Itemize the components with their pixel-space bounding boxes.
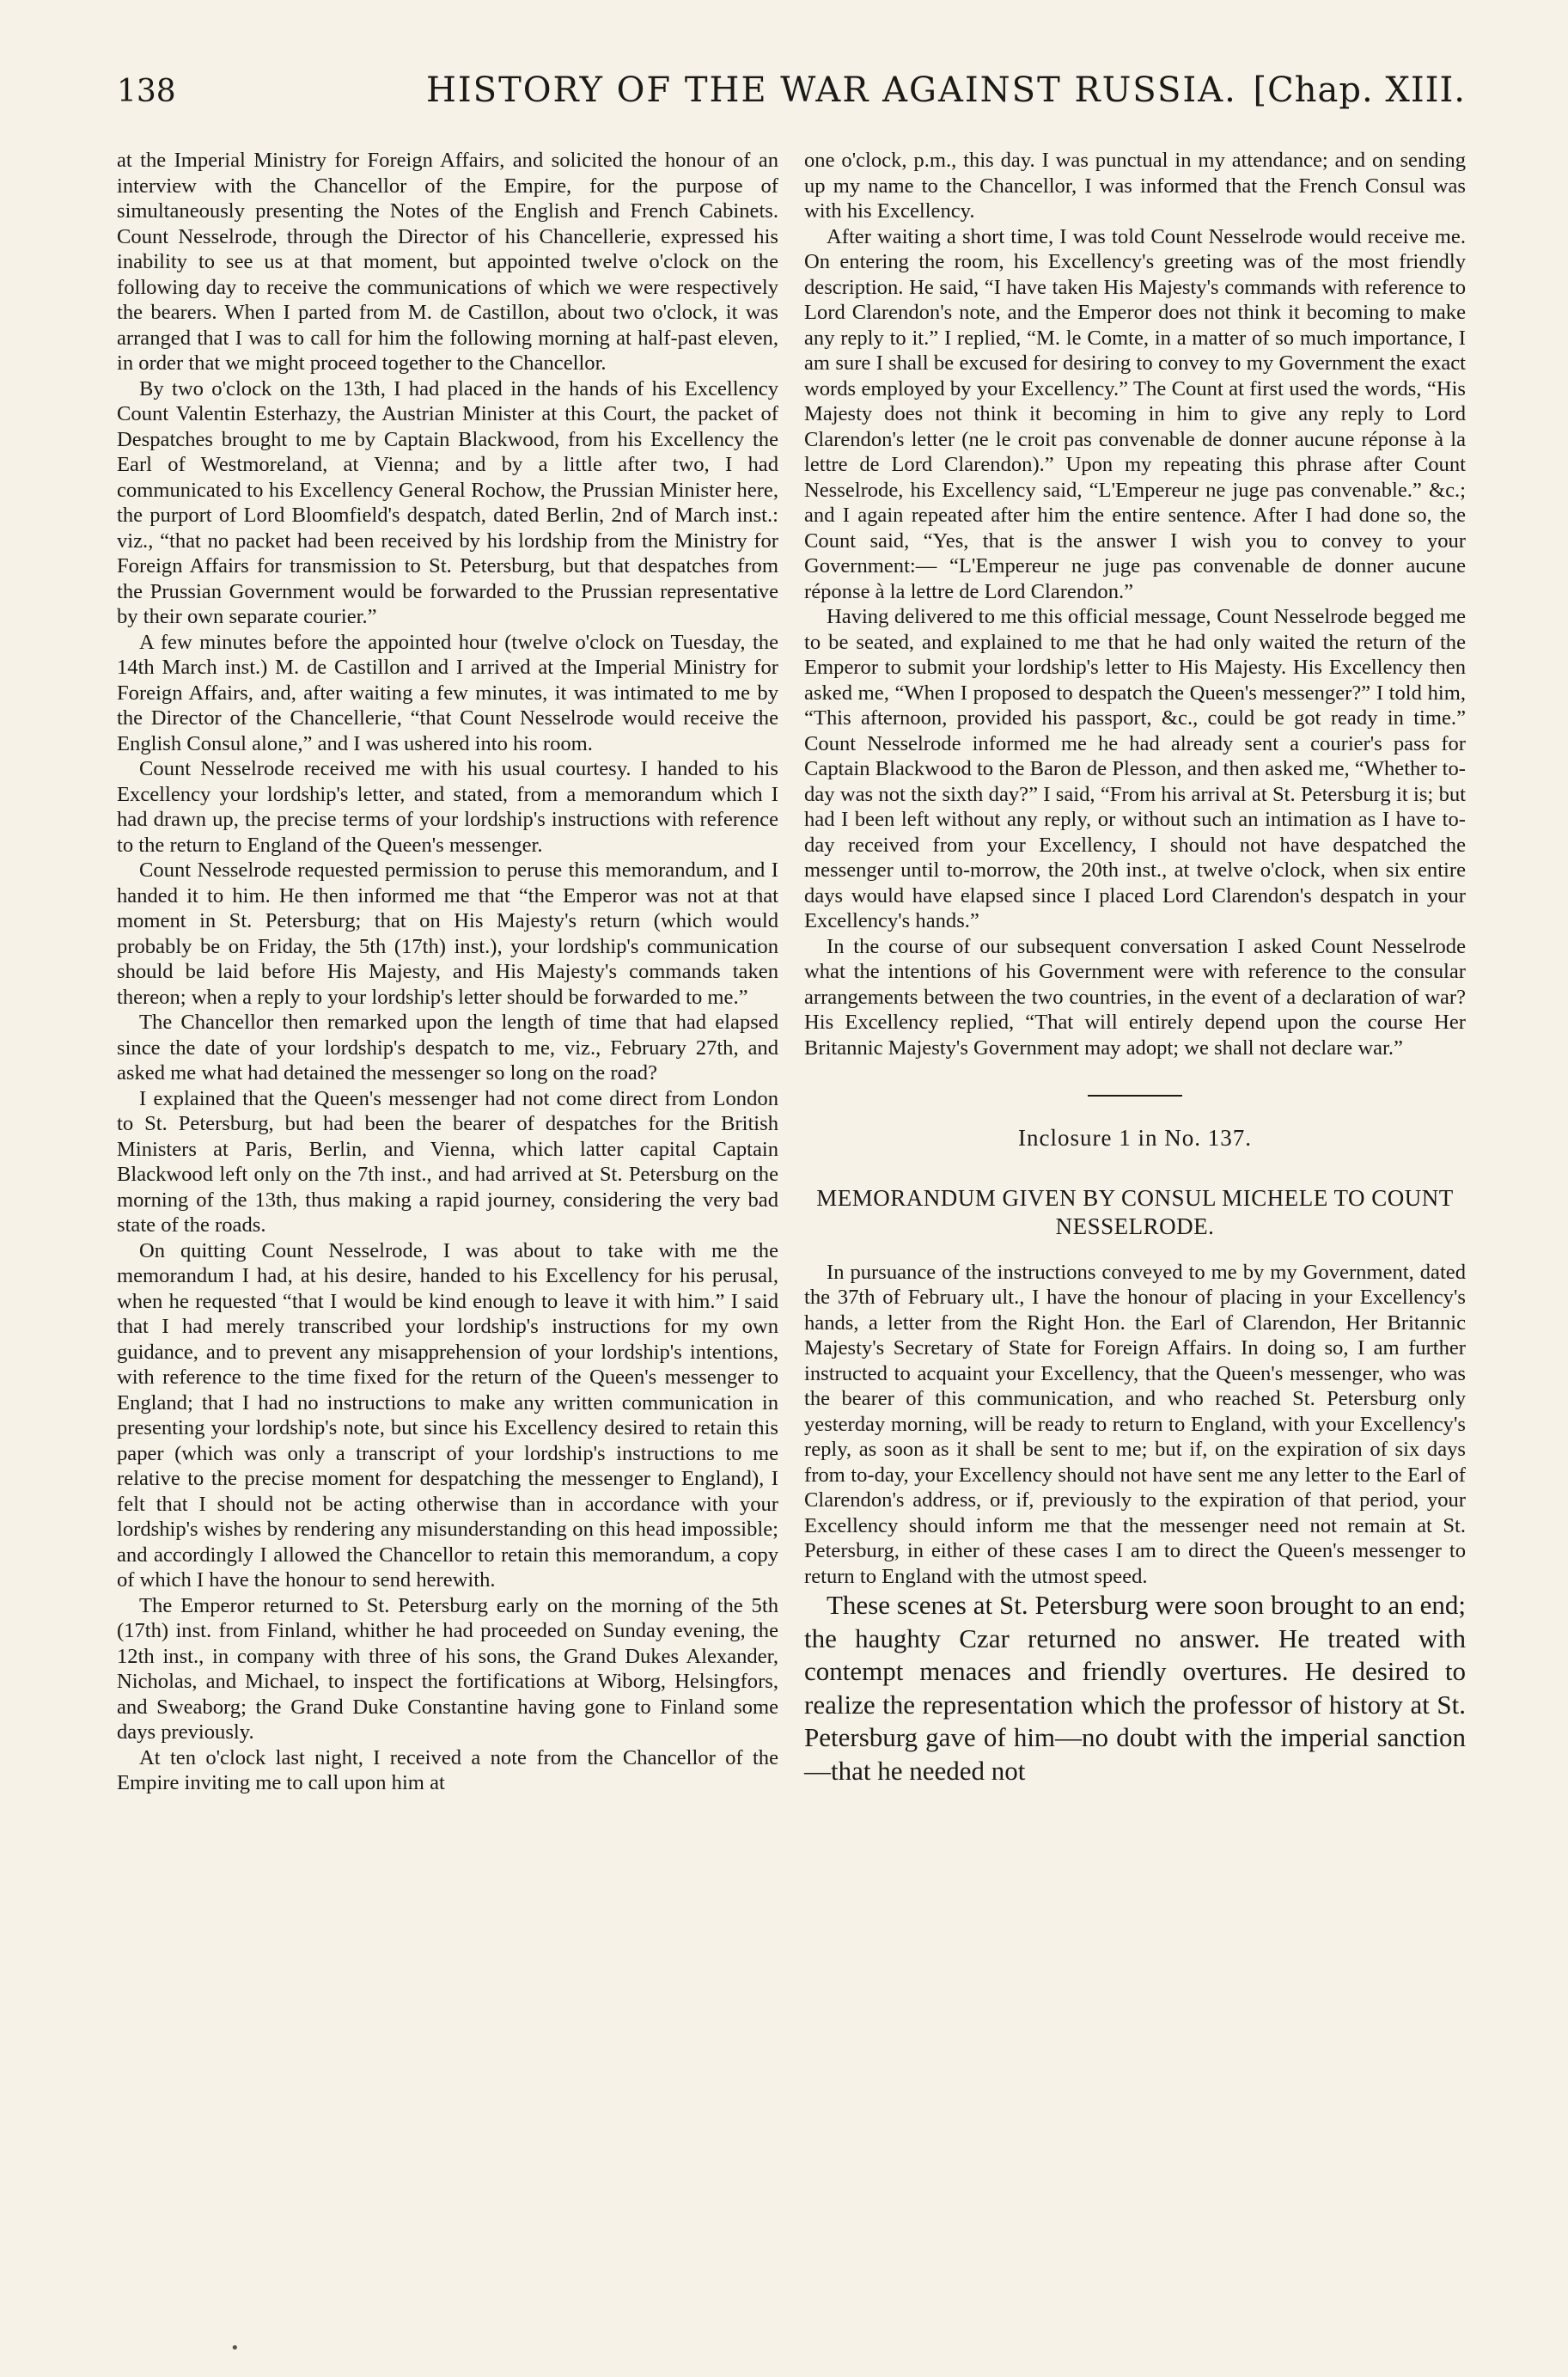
memo-title: MEMORANDUM GIVEN BY CONSUL MICHELE TO COUNT NESSELRODE. (816, 1184, 1454, 1239)
paragraph: On quitting Count Nesselrode, I was about to take with me the memorandum I had, at his desire, handed to his Excellency for his perusal, when he requested “that I would be kind enough to leave it with him.” I said that I had merely transcribed your lordship's instructions for my own guidance, and to prevent any misapprehension of your lordship's intentions, with reference to the time fixed for the return of the Queen's messenger to England; that I had no instructions to make any written communication in presenting your lordship's note, but since his Excellency desired to retain this paper (which was only a transcript of your lordship's instructions to me relative to the precise moment for despatching the messenger to England), I felt that I should not be acting otherwise than in accordance with your lordship's wishes by rendering any misunderstanding on this head impossible; and accordingly I allowed the Chancellor to retain this memorandum, a copy of which I have the honour to send herewith. (117, 1238, 778, 1592)
paragraph: The Chancellor then remarked upon the length of time that had elapsed since the date of your lordship's despatch to me, viz., February 27th, and asked me what had detained the messenger so long on the road? (117, 1011, 778, 1085)
paragraph: A few minutes before the appointed hour (twelve o'clock on Tuesday, the 14th March inst.) M. de Castillon and I arrived at the Imperial Ministry for Foreign Affairs, and, after waiting a few minutes, it was intimated to me by the Director of the Chancellerie, “that Count Nesselrode would receive the English Consul alone,” and I was ushered into his room. (117, 630, 778, 755)
paragraph: Count Nesselrode received me with his usual courtesy. I handed to his Excellency your lordship's letter, and stated, from a memorandum which I had drawn up, the precise terms of your lordship's instructions with reference to the return to England of the Queen's messenger. (117, 757, 778, 857)
footer-mark: • (230, 2339, 240, 2357)
running-title: HISTORY OF THE WAR AGAINST RUSSIA. (426, 70, 1237, 110)
page-header (117, 70, 1466, 125)
paragraph: By two o'clock on the 13th, I had placed in the hands of his Excellency Count Valentin Esterhazy, the Austrian Minister at this Court, the packet of Despatches brought to me by Captain Blackwood, from his Excellency the Earl of Westmoreland, at Vienna; and by a little after two, I had communicated to his Excellency General Rochow, the Prussian Minister here, the purport of Lord Bloomfield's despatch, dated Berlin, 2nd of March inst.: viz., “that no packet had been received by his lordship from the Ministry for Foreign Affairs for transmission to St. Petersburg, but that despatches from the Prussian Government would be forwarded to the Prussian representative by their own separate courier.” (117, 376, 778, 628)
section-divider (1088, 1095, 1182, 1097)
paragraph: After waiting a short time, I was told Count Nesselrode would receive me. On entering the room, his Excellency's greeting was of the most friendly description. He said, “I have taken His Majesty's commands with reference to Lord Clarendon's note, and the Emperor does not think it becoming to make any reply to it.” I replied, “M. le Comte, in a matter of so much importance, I am sure I shall be excused for desiring to convey to my Government the exact words employed by your Excellency.” The Count at first used the words, “His Majesty does not think it becoming in him to give any reply to Lord Clarendon's letter (ne le croit pas convenable de donner aucune réponse à la lettre de Lord Clarendon).” Upon my repeating this phrase after Count Nesselrode, his Excellency said, “L'Empereur ne juge pas convenable.” &c.; and I again repeated after him the entire sentence. After I had done so, the Count said, “Yes, that is the answer I wish you to convey to your Government:— “L'Empereur ne juge pas convenable de donner aucune réponse à la lettre de Lord Clarendon.” (804, 224, 1466, 603)
paragraph: The Emperor returned to St. Petersburg early on the morning of the 5th (17th) inst. from Finland, whither he had proceeded on Sunday evening, the 12th inst., in company with three of his sons, the Grand Dukes Alexander, Nicholas, and Michael, to inspect the fortifications at Wiborg, Helsingfors, and Sweaborg; the Grand Duke Constantine having gone to Finland some days previously. (117, 1593, 778, 1744)
paragraph: Having delivered to me this official message, Count Nesselrode begged me to be seated, and explained to me that he had only waited the return of the Emperor to submit your lordship's letter to His Majesty. His Excellency then asked me, “When I proposed to despatch the Queen's messenger?” I told him, “This afternoon, provided his passport, &c., could be got ready in time.” Count Nesselrode informed me he had already sent a courier's pass for Captain Blackwood to the Baron de Plesson, and then asked me, “Whether to-day was not the sixth day?” I said, “From his arrival at St. Petersburg it is; but had I been left without any reply, or without such an intimation as I have to-day received from your Excellency, I should not have despatched the messenger until to-morrow, the 20th inst., at twelve o'clock, when six entire days would have elapsed since I placed Lord Clarendon's despatch in your Excellency's hands.” (804, 605, 1466, 932)
page-number: 138 (117, 74, 176, 109)
narrative-paragraph: These scenes at St. Petersburg were soon brought to an end; the haughty Czar returned no answer. He treated with contempt menaces and friendly overtures. He desired to realize the representation which the professor of history at St. Petersburg gave of him—no doubt with the imperial sanction—that he needed not (804, 1590, 1466, 1786)
inclosure-heading: Inclosure 1 in No. 137. (1018, 1125, 1252, 1151)
left-column (117, 148, 778, 1796)
paragraph: Count Nesselrode requested permission to peruse this memorandum, and I handed it to him. He then informed me that “the Emperor was not at that moment in St. Petersburg; that on His Majesty's return (which would probably be on Friday, the 5th (17th) inst.), your lordship's communication should be laid before His Majesty, and His Majesty's commands taken thereon; when a reply to your lordship's letter should be forwarded to me.” (117, 859, 778, 1009)
paragraph: I explained that the Queen's messenger had not come direct from London to St. Petersburg, but had been the bearer of despatches for the British Ministers at Paris, Berlin, and Vienna, which latter capital Captain Blackwood left only on the 7th inst., and had arrived at St. Petersburg on the morning of the 13th, thus making a rapid journey, considering the very bad state of the roads. (117, 1086, 778, 1237)
right-column (804, 148, 1466, 1787)
paragraph: one o'clock, p.m., this day. I was punctual in my attendance; and on sending up my name to the Chancellor, I was informed that the French Consul was with his Excellency. (804, 149, 1466, 223)
chapter-label: [Chap. XIII. (1253, 70, 1466, 110)
paragraph: at the Imperial Ministry for Foreign Affairs, and solicited the honour of an interview with the Chancellor of the Empire, for the purpose of simultaneously presenting the Notes of the English and French Cabinets. Count Nesselrode, through the Director of his Chancellerie, expressed his inability to see us at that moment, but appointed twelve o'clock on the following day to receive the communications of which we were respectively the bearers. When I parted from M. de Castillon, about two o'clock, it was arranged that I was to call for him the following morning at half-past eleven, in order that we might proceed together to the Chancellor. (117, 149, 778, 375)
memo-paragraph: In pursuance of the instructions conveyed to me by my Government, dated the 37th of February ult., I have the honour of placing in your Excellency's hands, a letter from the Right Hon. the Earl of Clarendon, Her Britannic Majesty's Secretary of State for Foreign Affairs. In doing so, I am further instructed to acquaint your Excellency, that the Queen's messenger, who was the bearer of this communication, and who reached St. Petersburg only yesterday morning, will be ready to return to England, with your Excellency's reply, as soon as it shall be sent to me; but if, on the expiration of six days from to-day, your Excellency should not have sent me any letter to the Earl of Clarendon's address, or if, previously to the expiration of that period, your Excellency should inform me that the messenger need not remain at St. Petersburg, in either of these cases I am to direct the Queen's messenger to return to England with the utmost speed. (804, 1260, 1466, 1588)
paragraph: At ten o'clock last night, I received a note from the Chancellor of the Empire inviting me to call upon him at (117, 1745, 778, 1794)
paragraph: In the course of our subsequent conversation I asked Count Nesselrode what the intentions of his Government were with reference to the consular arrangements between the two countries, in the event of a declaration of war? His Excellency replied, “That will entirely depend upon the course Her Britannic Majesty's Government may adopt; we shall not declare war.” (804, 934, 1466, 1060)
